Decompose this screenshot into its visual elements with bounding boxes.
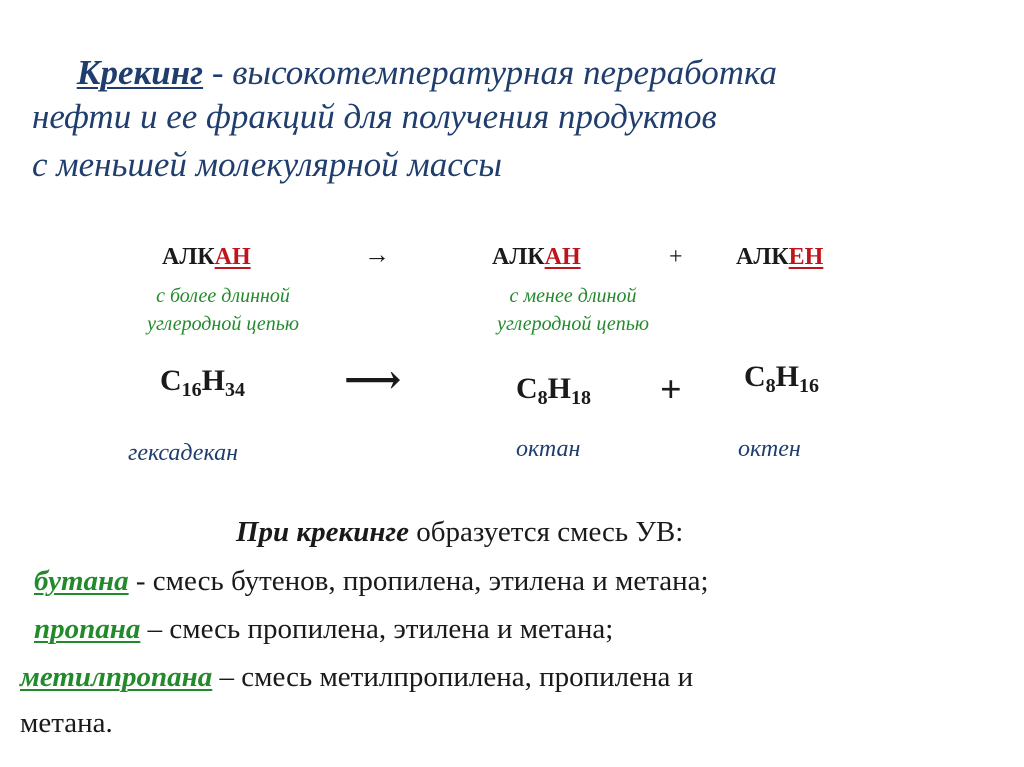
octene-c: C <box>744 360 766 393</box>
formula-hexadecane <box>160 364 245 402</box>
definition-dash: - <box>203 53 233 92</box>
alkene-suffix: ЕН <box>788 244 824 270</box>
reaction-plus: + <box>660 369 682 411</box>
mixtures-intro <box>236 514 683 550</box>
octene-h: H <box>775 360 800 393</box>
octene-h-sub: 16 <box>799 375 820 397</box>
alkene-label <box>736 244 823 271</box>
octene-c-sub: 8 <box>765 375 776 397</box>
definition-line-1 <box>68 52 777 94</box>
alkane-long-note <box>108 282 338 338</box>
octane-c-sub: 8 <box>537 387 548 409</box>
formula-octene <box>744 360 819 398</box>
scheme-arrow: → <box>364 240 390 269</box>
hexadecane-c: C <box>160 364 182 397</box>
name-octane: октан <box>516 436 581 462</box>
alkane-long-prefix: АЛК <box>162 244 215 270</box>
name-octene: октен <box>738 436 801 462</box>
alkane-short-note <box>458 282 688 338</box>
octane-h: H <box>547 372 572 405</box>
mixture-item-propane <box>34 611 613 647</box>
alkane-short-prefix: АЛК <box>492 244 545 270</box>
scheme-plus: + <box>669 244 683 270</box>
mixtures-intro-rest: образуется смесь УВ: <box>409 516 684 548</box>
mixture-term-methylpropane: метилпропана <box>20 661 213 693</box>
hexadecane-h-sub: 34 <box>225 379 246 401</box>
mixture-rest-methylpropane: – смесь метилпропилена, пропилена и <box>212 661 694 693</box>
hexadecane-c-sub: 16 <box>181 379 202 401</box>
hexadecane-h: H <box>201 364 226 397</box>
octane-h-sub: 18 <box>571 387 592 409</box>
octane-c: C <box>516 372 538 405</box>
alkane-long-label <box>162 244 251 271</box>
alkane-short-note-2: углеродной цепью <box>497 313 649 335</box>
mixture-term-propane: пропана <box>34 613 141 645</box>
formula-octane <box>516 372 591 410</box>
alkane-long-note-2: углеродной цепью <box>147 313 299 335</box>
definition-line-2: нефти и ее фракций для получения продуктов <box>32 97 717 136</box>
alkane-short-label <box>492 244 581 271</box>
reaction-arrow: ⟶ <box>344 357 402 402</box>
mixture-rest-butane: - смесь бутенов, пропилена, этилена и метана; <box>128 565 709 597</box>
definition-line1-rest: высокотемпературная переработка <box>232 53 777 92</box>
mixture-term-butane: бутана <box>34 565 129 597</box>
mixture-last-line: метана. <box>20 707 113 739</box>
mixture-item-butane <box>34 563 709 599</box>
alkane-short-note-1: с менее длиной <box>509 285 637 307</box>
alkane-short-suffix: АН <box>544 244 581 270</box>
mixture-rest-propane: – смесь пропилена, этилена и метана; <box>140 613 614 645</box>
definition-line-3: с меньшей молекулярной массы <box>32 145 503 184</box>
mixtures-intro-bold: При крекинге <box>236 516 410 548</box>
term-cracking: Крекинг <box>76 53 204 92</box>
alkane-long-suffix: АН <box>214 244 251 270</box>
mixture-item-methylpropane <box>20 659 693 695</box>
alkane-long-note-1: с более длинной <box>156 285 290 307</box>
alkene-prefix: АЛК <box>736 244 789 270</box>
name-hexadecane: гексадекан <box>128 440 238 466</box>
